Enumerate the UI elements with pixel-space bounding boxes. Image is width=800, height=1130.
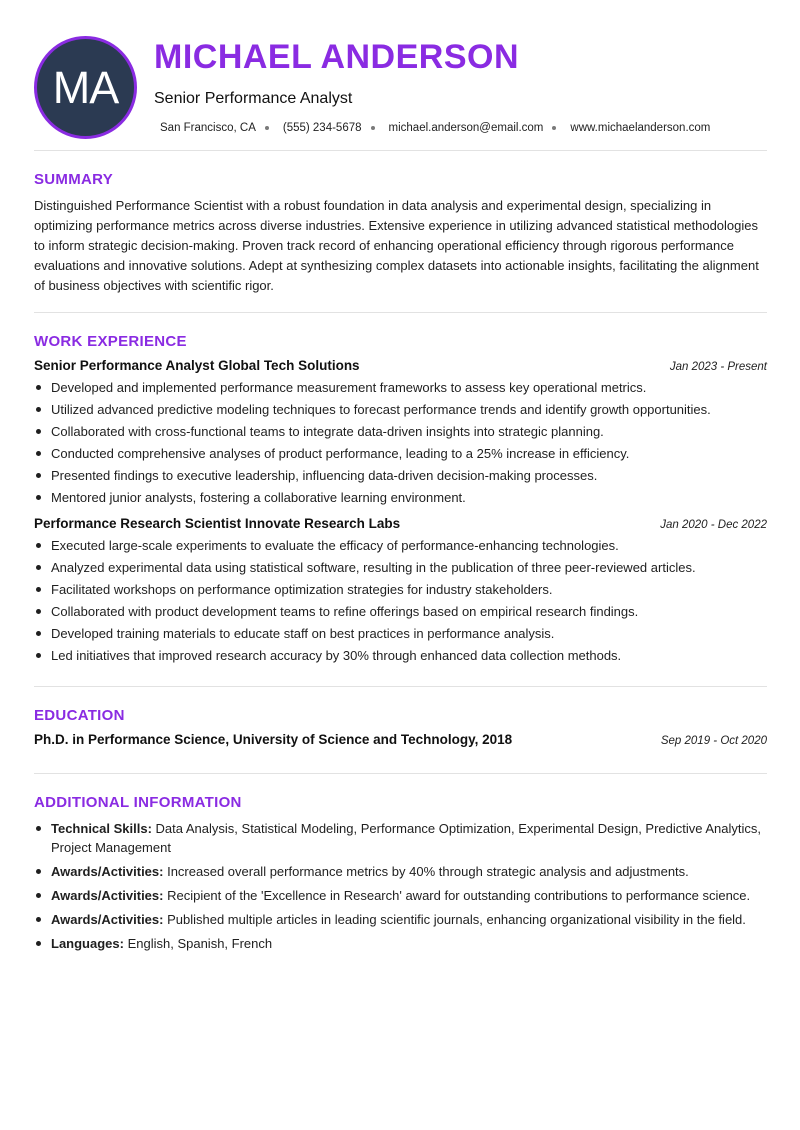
candidate-name: MICHAEL ANDERSON <box>154 38 520 76</box>
resume-page <box>34 34 767 958</box>
list-item: Analyzed experimental data using statistical software, resulting in the publication of three peer-reviewed articles. <box>34 559 767 576</box>
section-divider <box>34 312 767 313</box>
bullet-separator <box>552 126 556 130</box>
contact-website[interactable]: www.michaelanderson.com <box>570 122 711 134</box>
item-key: Technical Skills: <box>51 821 152 836</box>
list-item: Collaborated with cross-functional teams to integrate data-driven insights into strategic planning. <box>34 423 767 440</box>
summary-heading: SUMMARY <box>34 171 114 188</box>
job-bullets <box>34 537 767 664</box>
list-item: Conducted comprehensive analyses of product performance, leading to a 25% increase in efficiency. <box>34 445 767 462</box>
contact-line <box>160 122 710 134</box>
list-item: Developed training materials to educate staff on best practices in performance analysis. <box>34 625 767 642</box>
candidate-title: Senior Performance Analyst <box>154 90 353 107</box>
list-item: Collaborated with product development teams to refine offerings based on empirical research findings. <box>34 603 767 620</box>
job-header <box>34 516 767 531</box>
education-entry <box>34 732 767 747</box>
list-item: Utilized advanced predictive modeling techniques to forecast performance trends and identify growth opportunities. <box>34 401 767 418</box>
list-item <box>34 910 767 929</box>
education-dates: Sep 2019 - Oct 2020 <box>660 735 767 747</box>
job-role: Performance Research Scientist Innovate Research Labs <box>34 516 401 531</box>
list-item <box>34 934 767 953</box>
list-item: Executed large-scale experiments to evaluate the efficacy of performance-enhancing technologies. <box>34 537 767 554</box>
bullet-separator <box>371 126 375 130</box>
resume-header <box>34 34 767 138</box>
list-item <box>34 886 767 905</box>
job-dates: Jan 2020 - Dec 2022 <box>660 519 767 531</box>
list-item: Developed and implemented performance measurement frameworks to assess key operational metrics. <box>34 379 767 396</box>
list-item: Facilitated workshops on performance optimization strategies for industry stakeholders. <box>34 581 767 598</box>
item-value: Recipient of the 'Excellence in Research' award for outstanding contributions to performance science. <box>163 888 751 903</box>
additional-heading: ADDITIONAL INFORMATION <box>34 794 242 811</box>
item-value: Published multiple articles in leading scientific journals, enhancing organizational visibility in the field. <box>163 912 746 927</box>
education-degree: Ph.D. in Performance Science, University of Science and Technology, 2018 <box>34 732 513 747</box>
avatar-initials: MA <box>52 61 119 113</box>
item-key: Awards/Activities: <box>51 888 164 903</box>
item-key: Awards/Activities: <box>51 864 164 879</box>
job-entry <box>34 516 767 664</box>
item-value: English, Spanish, French <box>123 936 273 951</box>
section-divider <box>34 773 767 774</box>
item-value: Increased overall performance metrics by 40% through strategic analysis and adjustments. <box>163 864 689 879</box>
job-header <box>34 358 767 373</box>
job-entry <box>34 358 767 506</box>
avatar <box>34 36 137 139</box>
summary-text: Distinguished Performance Scientist with a robust foundation in data analysis and experimental design, specializing in optimizing performance metrics across diverse industries. Extensive experience in utilizing advanced statistical methodologies to inform strategic decision-making. Proven track record of enhancing operational efficiency through rigorous performance evaluations and innovative solutions. Adept at synthesizing complex datasets into actionable insights, facilitating the alignment of business objectives with scientific rigor. <box>34 198 759 293</box>
bullet-separator <box>265 126 269 130</box>
contact-phone: (555) 234-5678 <box>282 122 362 134</box>
list-item: Presented findings to executive leadership, influencing data-driven decision-making processes. <box>34 467 767 484</box>
item-value: Data Analysis, Statistical Modeling, Performance Optimization, Experimental Design, Predictive Analytics, Project Management <box>51 821 762 855</box>
contact-email[interactable]: michael.anderson@email.com <box>388 122 544 134</box>
section-divider <box>34 150 767 151</box>
section-divider <box>34 686 767 687</box>
job-bullets <box>34 379 767 506</box>
list-item <box>34 862 767 881</box>
item-key: Awards/Activities: <box>51 912 164 927</box>
additional-list <box>34 819 767 953</box>
job-role: Senior Performance Analyst Global Tech Solutions <box>34 358 360 373</box>
list-item: Led initiatives that improved research accuracy by 30% through enhanced data collection methods. <box>34 647 767 664</box>
education-heading: EDUCATION <box>34 707 125 724</box>
list-item <box>34 819 767 857</box>
item-key: Languages: <box>51 936 124 951</box>
job-dates: Jan 2023 - Present <box>669 361 767 373</box>
list-item: Mentored junior analysts, fostering a collaborative learning environment. <box>34 489 767 506</box>
experience-heading: WORK EXPERIENCE <box>34 333 187 350</box>
contact-location: San Francisco, CA <box>160 122 256 134</box>
